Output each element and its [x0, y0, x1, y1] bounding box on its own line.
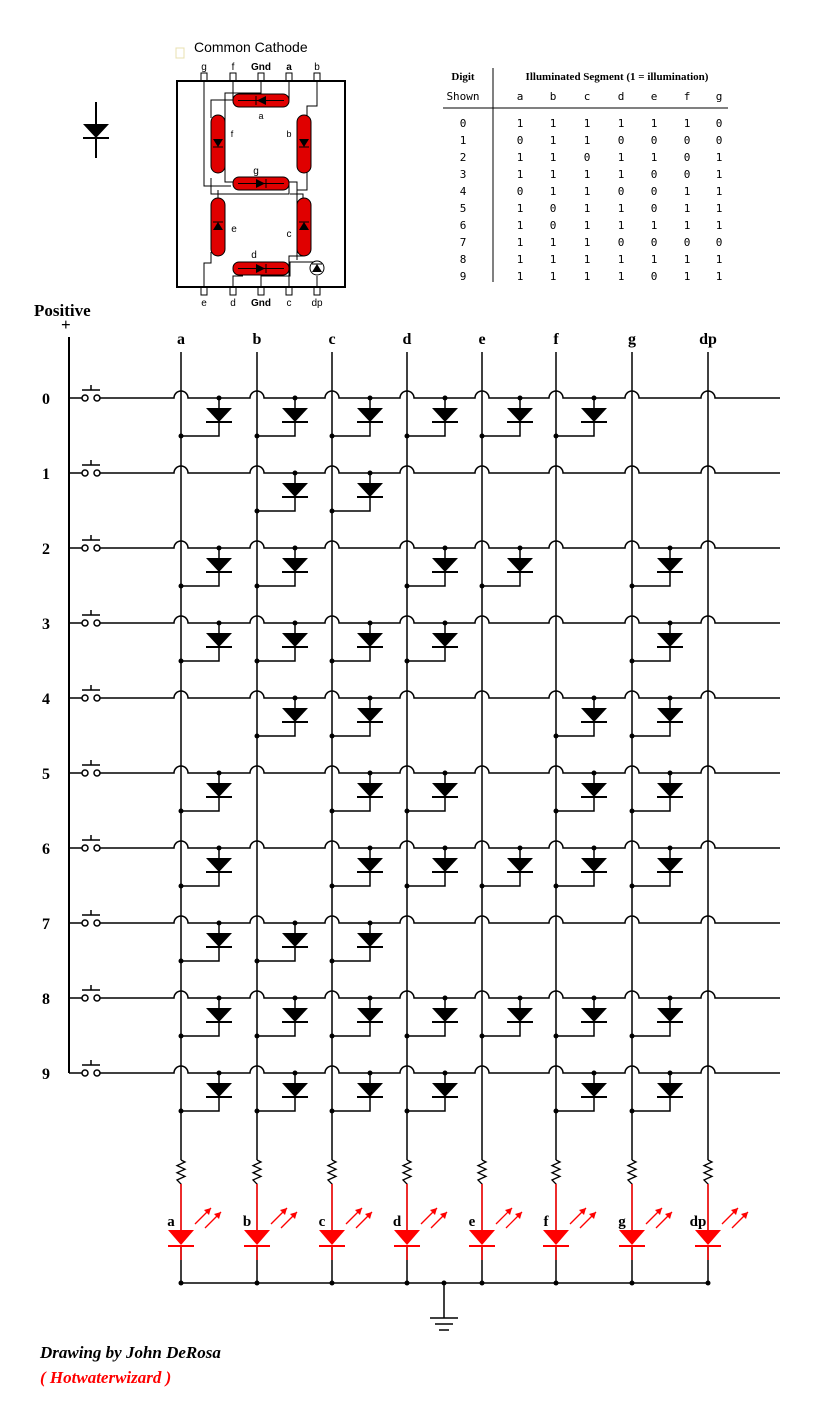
table-cell: 0	[650, 236, 658, 249]
table-cell: 1	[549, 185, 557, 198]
table-segment-header: a	[516, 90, 524, 103]
push-switch-icon[interactable]	[82, 685, 100, 701]
matrix-diode-icon	[480, 396, 534, 439]
matrix-diode-icon	[179, 546, 233, 589]
matrix-diode-icon	[330, 846, 384, 889]
matrix-diode-icon	[179, 1071, 233, 1114]
matrix-diode-icon	[405, 546, 459, 589]
table-cell: 0	[583, 151, 591, 164]
matrix-diode-icon	[554, 996, 608, 1039]
matrix-diode-icon	[179, 846, 233, 889]
table-cell: 1	[549, 270, 557, 283]
matrix-diode-icon	[480, 846, 534, 889]
table-cell: 1	[617, 253, 625, 266]
table-cell: 1	[583, 202, 591, 215]
matrix-diode-icon	[179, 996, 233, 1039]
row-line	[100, 991, 780, 998]
table-cell: 1	[715, 185, 723, 198]
matrix-diode-icon	[630, 996, 684, 1039]
table-cell: 0	[683, 236, 691, 249]
table-cell: 1	[583, 168, 591, 181]
led-icon	[244, 1184, 297, 1260]
table-row-digit: 2	[459, 151, 467, 164]
matrix-diode-icon	[330, 1071, 384, 1114]
led-icon	[394, 1184, 447, 1260]
table-segment-header: e	[650, 90, 658, 103]
matrix-diode-icon	[405, 771, 459, 814]
matrix-diode-icon	[179, 396, 233, 439]
table-cell: 1	[583, 117, 591, 130]
matrix-diode-icon	[405, 1071, 459, 1114]
column-label: g	[628, 331, 636, 348]
row-line	[100, 766, 780, 773]
segment-label-e: e	[231, 224, 237, 235]
matrix-diode-icon	[630, 621, 684, 664]
table-row-digit: 8	[459, 253, 467, 266]
table-cell: 0	[650, 134, 658, 147]
matrix-diode-icon	[630, 546, 684, 589]
pin-label-top-a: a	[286, 62, 292, 73]
segment-label-b: b	[286, 129, 292, 139]
matrix-diode-icon	[480, 996, 534, 1039]
segment-g	[233, 177, 289, 190]
matrix-diode-icon	[554, 396, 608, 439]
led-icon	[619, 1184, 672, 1260]
matrix-diode-icon	[255, 396, 309, 439]
push-switch-icon[interactable]	[82, 460, 100, 476]
segment-label-g: g	[253, 166, 259, 177]
matrix-diode-icon	[330, 396, 384, 439]
table-cell: 0	[683, 151, 691, 164]
matrix-diode-icon	[330, 621, 384, 664]
table-cell: 0	[715, 134, 723, 147]
led-icon	[469, 1184, 522, 1260]
matrix-diode-icon	[330, 696, 384, 739]
led-label: d	[392, 1214, 402, 1230]
table-cell: 1	[715, 202, 723, 215]
seven-segment-package	[176, 39, 345, 309]
led-icon	[543, 1184, 596, 1260]
table-cell: 0	[549, 202, 557, 215]
table-cell: 1	[516, 253, 524, 266]
diode-symbol-icon	[83, 102, 109, 158]
column-label: d	[402, 331, 412, 348]
segment-label-f: f	[230, 129, 234, 139]
table-cell: 1	[617, 202, 625, 215]
table-cell: 1	[516, 168, 524, 181]
table-cell: 0	[516, 134, 524, 147]
led-icon	[168, 1184, 221, 1260]
push-switch-icon[interactable]	[82, 535, 100, 551]
table-row-digit: 0	[459, 117, 467, 130]
table-cell: 1	[549, 168, 557, 181]
table-cell: 0	[617, 236, 625, 249]
segment-a	[233, 94, 289, 107]
row-line	[100, 916, 780, 923]
segment-d	[233, 262, 289, 275]
led-label: a	[167, 1214, 175, 1230]
matrix-diode-icon	[255, 996, 309, 1039]
table-cell: 1	[617, 151, 625, 164]
table-cell: 1	[617, 117, 625, 130]
pin-label-bottom-e: e	[201, 298, 207, 309]
table-cell: 1	[715, 270, 723, 283]
matrix-diode-icon	[255, 621, 309, 664]
push-switch-icon[interactable]	[82, 910, 100, 926]
row-label: 8	[42, 991, 50, 1008]
matrix-diode-icon	[255, 546, 309, 589]
matrix-diode-icon	[179, 621, 233, 664]
table-cell: 1	[683, 219, 691, 232]
row-line	[100, 841, 780, 848]
table-cell: 0	[715, 117, 723, 130]
table-header-shown: Shown	[446, 90, 480, 103]
push-switch-icon[interactable]	[82, 1060, 100, 1076]
column-label: dp	[699, 331, 717, 348]
matrix-diode-icon	[179, 771, 233, 814]
matrix-diode-icon	[405, 396, 459, 439]
row-line	[100, 691, 780, 698]
table-cell: 1	[715, 253, 723, 266]
matrix-diode-icon	[554, 1071, 608, 1114]
matrix-diode-icon	[405, 621, 459, 664]
matrix-diode-icon	[630, 771, 684, 814]
matrix-diode-icon	[405, 846, 459, 889]
matrix-diode-icon	[630, 696, 684, 739]
table-cell: 1	[516, 117, 524, 130]
table-cell: 1	[516, 202, 524, 215]
matrix-diode-icon	[630, 1071, 684, 1114]
matrix-diode-icon	[179, 921, 233, 964]
table-cell: 0	[516, 185, 524, 198]
table-cell: 1	[549, 236, 557, 249]
table-cell: 0	[650, 168, 658, 181]
column-label: b	[252, 331, 262, 348]
matrix-diode-icon	[330, 771, 384, 814]
table-segment-header: f	[683, 90, 691, 103]
row-label: 7	[42, 916, 50, 933]
table-cell: 1	[549, 134, 557, 147]
led-label: dp	[689, 1214, 707, 1230]
table-cell: 1	[683, 185, 691, 198]
pin-label-bottom-dp: dp	[311, 298, 323, 309]
credit-author: Drawing by John DeRosa	[40, 1343, 221, 1362]
matrix-diode-icon	[255, 471, 309, 514]
led-icon	[319, 1184, 372, 1260]
push-switch-icon[interactable]	[82, 385, 100, 401]
push-switch-icon[interactable]	[82, 610, 100, 626]
segment-c	[297, 198, 311, 256]
credit-nickname: ( Hotwaterwizard )	[40, 1368, 172, 1387]
column-label: c	[328, 331, 336, 348]
table-cell: 1	[617, 270, 625, 283]
row-line	[100, 616, 780, 623]
table-cell: 1	[583, 185, 591, 198]
truth-table	[443, 68, 728, 283]
table-cell: 0	[650, 185, 658, 198]
segment-b	[297, 115, 311, 173]
segment-dp	[310, 261, 324, 275]
table-cell: 0	[617, 134, 625, 147]
led-label: c	[318, 1214, 326, 1230]
segment-label-d: d	[251, 250, 257, 261]
segment-label-a: a	[258, 111, 264, 121]
column-label: a	[177, 331, 185, 348]
row-label: 6	[42, 841, 50, 858]
matrix-diode-icon	[255, 696, 309, 739]
pin-label-top-gnd: Gnd	[251, 62, 271, 73]
matrix-diode-icon	[330, 996, 384, 1039]
push-switch-icon[interactable]	[82, 835, 100, 851]
matrix-diode-icon	[330, 921, 384, 964]
table-cell: 0	[650, 202, 658, 215]
table-cell: 1	[650, 151, 658, 164]
row-line	[100, 541, 780, 548]
table-cell: 1	[617, 168, 625, 181]
pin-label-bottom-d: d	[230, 298, 236, 309]
column-label: f	[553, 331, 559, 348]
table-cell: 1	[549, 117, 557, 130]
pin-label-bottom-gnd: Gnd	[251, 298, 271, 309]
table-cell: 1	[583, 134, 591, 147]
table-cell: 1	[715, 219, 723, 232]
ground-icon	[430, 1281, 458, 1331]
table-row-digit: 9	[459, 270, 467, 283]
table-header-segments: Illuminated Segment (1 = illumination)	[525, 71, 709, 83]
table-cell: 1	[650, 253, 658, 266]
matrix-diode-icon	[330, 471, 384, 514]
push-switch-icon[interactable]	[82, 985, 100, 1001]
pin-label-bottom-c: c	[286, 298, 292, 309]
package-title: Common Cathode	[194, 39, 308, 55]
table-cell: 1	[583, 219, 591, 232]
table-row-digit: 3	[459, 168, 467, 181]
table-cell: 1	[516, 219, 524, 232]
segment-e	[211, 198, 225, 256]
matrix-diode-icon	[255, 921, 309, 964]
column-label: e	[478, 331, 486, 348]
row-label: 5	[42, 766, 50, 783]
table-cell: 0	[617, 185, 625, 198]
row-line	[100, 466, 780, 473]
table-segment-header: c	[583, 90, 591, 103]
table-cell: 0	[683, 134, 691, 147]
table-cell: 1	[516, 236, 524, 249]
table-cell: 0	[715, 236, 723, 249]
table-row-digit: 5	[459, 202, 467, 215]
matrix-diode-icon	[554, 771, 608, 814]
row-label: 9	[42, 1066, 50, 1083]
pin-label-top-f: f	[231, 62, 235, 73]
table-cell: 1	[650, 219, 658, 232]
row-label: 1	[42, 466, 50, 483]
table-cell: 1	[516, 151, 524, 164]
table-row-digit: 4	[459, 185, 467, 198]
diode-matrix	[34, 301, 780, 1330]
led-label: e	[468, 1214, 476, 1230]
row-line	[100, 1066, 780, 1073]
led-label: g	[618, 1214, 626, 1230]
table-header-digit: Digit	[451, 71, 475, 83]
table-row-digit: 7	[459, 236, 467, 249]
row-label: 4	[42, 691, 50, 708]
table-cell: 1	[715, 168, 723, 181]
row-label: 0	[42, 391, 50, 408]
matrix-diode-icon	[405, 996, 459, 1039]
table-row-digit: 6	[459, 219, 467, 232]
table-cell: 1	[516, 270, 524, 283]
table-segment-header: d	[617, 90, 625, 103]
table-cell: 1	[549, 253, 557, 266]
led-label: f	[543, 1214, 549, 1230]
table-cell: 1	[583, 253, 591, 266]
led-label: b	[242, 1214, 252, 1230]
segment-f	[211, 115, 225, 173]
table-cell: 0	[683, 168, 691, 181]
pin-label-top-g: g	[201, 62, 207, 73]
push-switch-icon[interactable]	[82, 760, 100, 776]
matrix-diode-icon	[255, 1071, 309, 1114]
table-cell: 1	[549, 151, 557, 164]
pin-label-top-b: b	[314, 62, 320, 73]
matrix-diode-icon	[630, 846, 684, 889]
table-cell: 1	[683, 270, 691, 283]
row-line	[100, 391, 780, 398]
matrix-diode-icon	[554, 696, 608, 739]
table-cell: 1	[650, 117, 658, 130]
table-cell: 1	[583, 270, 591, 283]
row-label: 3	[42, 616, 50, 633]
matrix-diode-icon	[480, 546, 534, 589]
table-cell: 0	[549, 219, 557, 232]
matrix-diode-icon	[554, 846, 608, 889]
table-cell: 1	[617, 219, 625, 232]
table-cell: 1	[683, 117, 691, 130]
row-label: 2	[42, 541, 50, 558]
table-cell: 1	[715, 151, 723, 164]
plus-label: +	[61, 315, 71, 334]
table-row-digit: 1	[459, 134, 467, 147]
table-cell: 0	[650, 270, 658, 283]
table-cell: 1	[683, 253, 691, 266]
table-segment-header: g	[715, 90, 723, 103]
segment-label-c: c	[286, 229, 292, 240]
table-segment-header: b	[549, 90, 557, 103]
positive-label: Positive	[34, 301, 91, 320]
table-cell: 1	[583, 236, 591, 249]
table-cell: 1	[683, 202, 691, 215]
